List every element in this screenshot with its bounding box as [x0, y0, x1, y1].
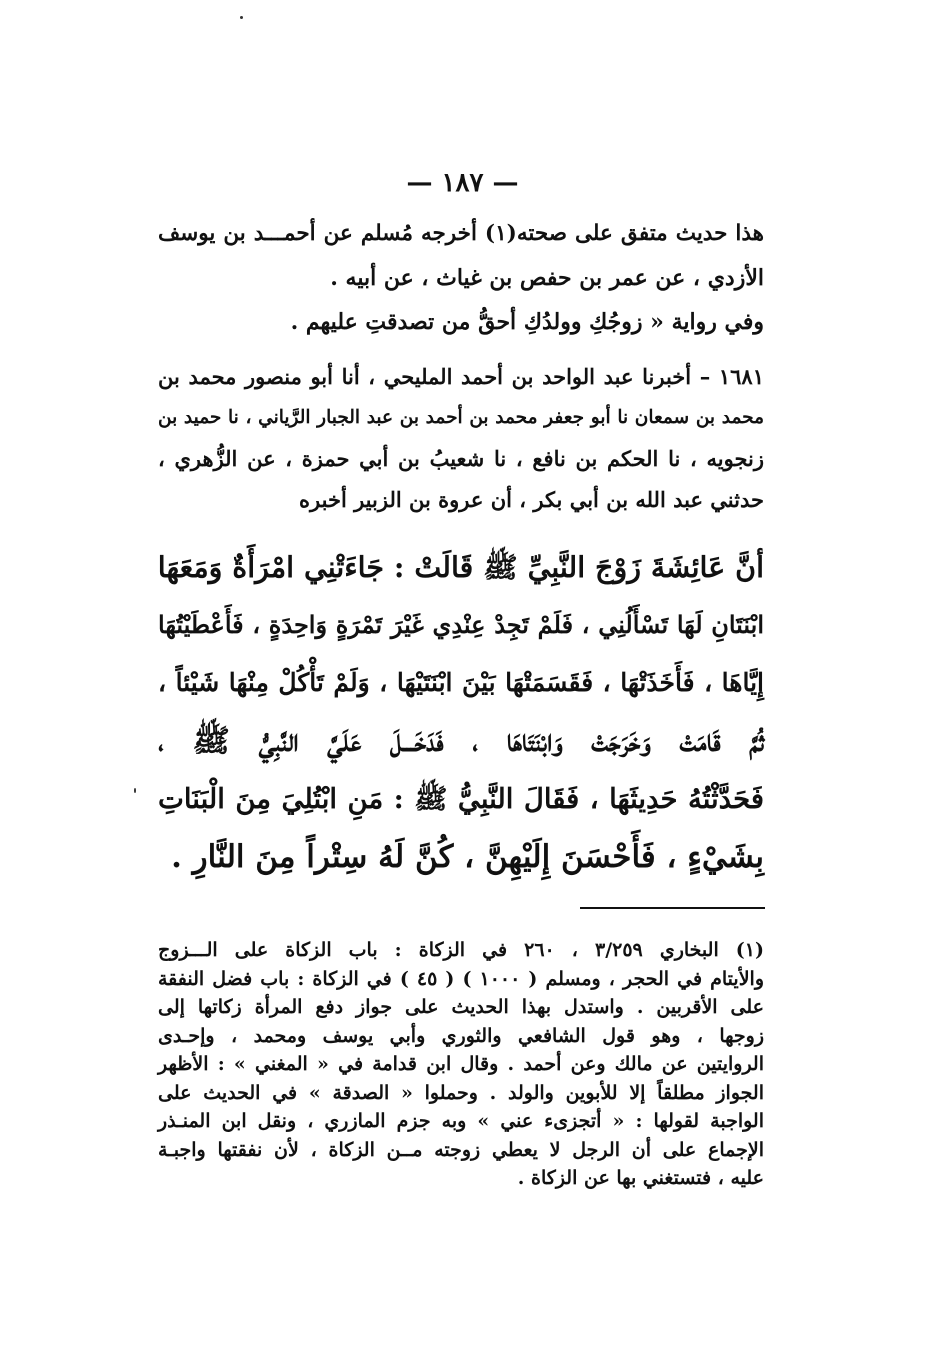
text-line: الإجماع على أن الرجل لا يعطي زوجته مــن الزكاة ، لأن نفقتها واجبـة [158, 1138, 764, 1161]
footnote-paragraph [158, 936, 764, 1193]
text-line: عليه ، فتستغني بها عن الزكاة . [517, 1167, 764, 1189]
text-line: زوجها ، وهو قول الشافعي والثوري وأبي يوسف ومحمد ، وإحـدى [158, 1024, 764, 1047]
text-line: هذا حديث متفق على صحته(١) أخرجه مُسلم عن أحمـــد بن يوسف [158, 221, 764, 246]
hadith-grading-paragraph [158, 212, 764, 344]
text-line: ابْنَتَانِ لَهَا تَسْأَلُنِي ، فَلَمْ تَجِدْ عِنْدِي غَيْرَ تَمْرَةٍ وَاحِدَةٍ ، فَأَعْطَيْتُهَا [158, 610, 764, 639]
hadith-matn-paragraph [158, 538, 764, 886]
text-line: حدثني عبد الله بن أبي بكر ، أن عروة بن الزبير أخبره [299, 487, 764, 512]
text-line: فَحَدَّثْتُهُ حَدِيثَهَا ، فَقَالَ النَّبِيُّ ﷺ : مَنِ ابْتُلِيَ مِنَ الْبَنَاتِ [158, 783, 764, 815]
text-line: الواجبة لقولها : « أتجزىء عني » وبه جزم المازري ، ونقل ابن المنـذر [158, 1110, 764, 1132]
text-line: الجواز مطلقاً إلا للأبوين والولد . وحملوا « الصدقة » في الحديث على [158, 1081, 764, 1104]
scan-speck [134, 788, 136, 793]
text-line: والأيتام في الحجر ، ومسلم ( ١٠٠٠ ) ( ٤٥ ) في الزكاة : باب فضل النفقة [158, 967, 764, 990]
text-line: أنَّ عَائِشَةَ زَوْجَ النَّبِيِّ ﷺ قَالَتْ : جَاءَتْنِي امْرَأَةٌ وَمَعَهَا [157, 550, 764, 584]
page-number: — ١٨٧ — [406, 168, 519, 198]
scan-speck [240, 16, 243, 19]
text-line: وفي رواية « زوجُكِ وولدُكِ أحقُّ من تصدقتِ عليهم . [290, 309, 764, 335]
text-line: بِشَيْءٍ ، فَأَحْسَنَ إِلَيْهِنَّ ، كُنَّ لَهُ سِتْراً مِنَ النَّارِ . [171, 839, 764, 875]
text-line: إِيَّاهَا ، فَأَخَذَتْهَا ، فَقَسَمَتْهَا بَيْنَ ابْنَتَيْهَا ، وَلَمْ تَأْكُلْ مِنْهَا شَيْئاً ، [158, 668, 764, 697]
text-line: الروايتين عن مالك وعن أحمد . وقال ابن قدامة في « المغني » : الأظهر [158, 1053, 764, 1075]
text-line: على الأقربين . واستدل بهذا الحديث على جواز دفع المرأة زكاتها إلى [158, 996, 764, 1018]
text-line: ثُمَّ قَامَتْ وَخَرَجَتْ وَابْنَتَاهَا ، فَدَخَـــلَ عَلَيَّ النَّبِيُّ ﷺ ، [158, 723, 764, 759]
footnote-divider [580, 907, 765, 909]
text-line: زنجويه ، نا الحكم بن نافع ، نا شعيبُ بن أبي حمزة ، عن الزُّهري ، [158, 446, 764, 471]
text-line: الأزدي ، عن عمر بن حفص بن غياث ، عن أبيه . [330, 265, 764, 291]
text-line: (١) البخاري ٣/٢٥٩ ، ٢٦٠ في الزكاة : باب الزكاة على الـــزوج [158, 939, 764, 961]
text-line: ١٦٨١ – أخبرنا عبد الواحد بن أحمد المليحي ، أنا أبو منصور محمد بن [158, 364, 764, 389]
isnad-paragraph [158, 356, 764, 520]
text-line: محمد بن سمعان نا أبو جعفر محمد بن أحمد بن عبد الجبار الرَّياني ، نا حميد بن [158, 407, 764, 428]
